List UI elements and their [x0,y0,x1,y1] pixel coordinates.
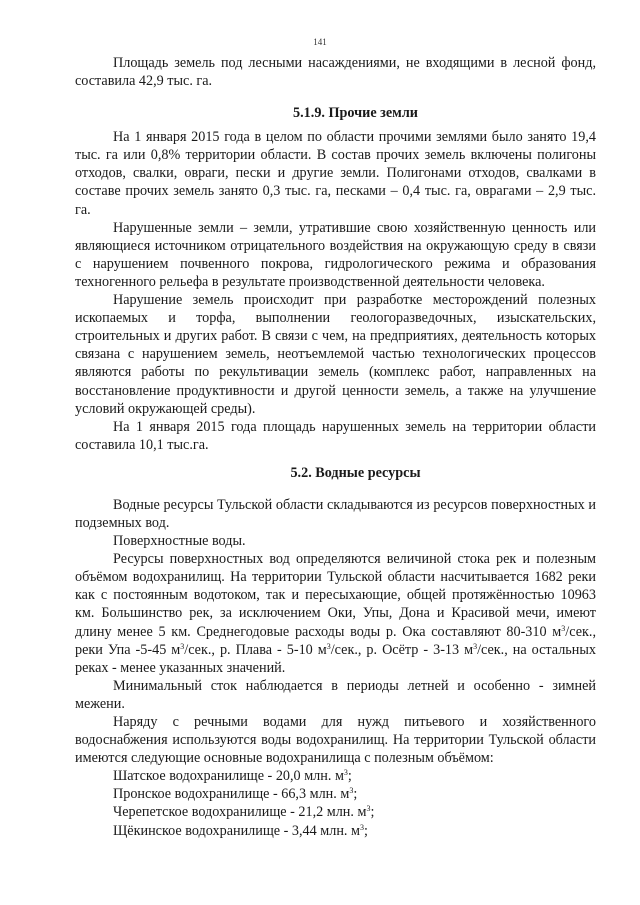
paragraph-disturbed-lands-area: На 1 января 2015 года площадь нарушенных земель на территории области составила 10,1 тыс.га. [75,418,596,453]
superscript: 3 [326,641,331,651]
superscript: 3 [360,822,364,832]
paragraph-water-resources-intro: Водные ресурсы Тульской области складываются из ресурсов поверхностных и подземных вод. [75,496,596,531]
text-span: Ресурсы поверхностных вод определяются величиной стока рек и полезным объёмом водохранилищ. На территории Тульской области насчитывается 1682 реки как с постоянным водотоком, так и пересыхающие, общей протяжённостью 10963 км. Большинство рек, за исключением Оки, Упы, Дона и Красивой мечи, имеют длину менее 5 км. Среднегодовые расходы воды р. Ока составляют 80-310 м [75,551,596,640]
superscript: 3 [349,786,354,796]
reservoir-end: ; [347,768,352,785]
list-item-reservoir [75,785,596,803]
paragraph-reservoirs-intro: Наряду с речными водами для нужд питьевого и хозяйственного водоснабжения используются воды водохранилищ. На территории Тульской области имеются следующие основные водохранилища с полезным объёмом: [75,714,596,767]
reservoir-end: ; [353,786,358,803]
text-span: /сек., р. Осётр - 3-13 м [330,641,474,658]
superscript: 3 [343,768,348,778]
paragraph-disturbed-lands-definition: Нарушенные земли – земли, утратившие свою хозяйственную ценность или являющиеся источником отрицательного воздействия на окружающую среду в связи с нарушением почвенного покрова, гидрологического режима и образования техногенного рельефа в результате производственной деятельности человека. [75,219,596,290]
reservoir-text: Черепетское водохранилище - 21,2 млн. м [113,804,367,821]
page-number: 141 [313,37,327,47]
superscript: 3 [561,623,566,633]
list-item-reservoir [75,822,596,840]
superscript: 3 [473,641,478,651]
reservoir-end: ; [364,822,368,839]
page-content [75,54,596,840]
heading-water-resources: 5.2. Водные ресурсы [290,464,421,481]
list-item-reservoir [75,803,596,821]
paragraph-disturbed-lands-causes: Нарушение земель происходит при разработке месторождений полезных ископаемых и торфа, выполнении геологоразведочных, изыскательских, строительных и других работ. В связи с чем, на предприятиях, деятельность которых связана с нарушением земель, неотъемлемой частью технологических процессов являются работы по рекультивации земель (комплекс работ, направленных на восстановление продуктивности и другой ценности земель, а также на улучшение условий окружающей среды). [75,292,596,417]
superscript: 3 [180,641,185,651]
reservoir-text: Пронское водохранилище - 66,3 млн. м [113,786,350,803]
heading-other-lands: 5.1.9. Прочие земли [293,105,418,122]
text-span: /сек., р. Плава - 5-10 м [184,641,327,658]
text-span: /сек., реки Упа -5-45 м [75,623,596,658]
paragraph-other-lands-area: На 1 января 2015 года в целом по области прочими землями было занято 19,4 тыс. га или 0,8% территории области. В состав прочих земель включены полигоны отходов, свалки, овраги, пески и другие земли. Полигонами отходов, свалками в составе прочих земель занято 0,3 тыс. га, песками – 0,4 тыс. га, оврагами – 2,9 тыс. га. [75,129,596,218]
paragraph-minimum-flow: Минимальный сток наблюдается в периоды летней и особенно - зимней межени. [75,677,596,712]
paragraph-forest-land: Площадь земель под лесными насаждениями, не входящими в лесной фонд, составила 42,9 тыс. га. [75,55,596,90]
text-span: /сек., на остальных реках - менее указанных значений. [75,641,596,676]
reservoir-text: Щёкинское водохранилище - 3,44 млн. м [113,822,360,839]
superscript: 3 [366,804,371,814]
paragraph-surface-waters-label: Поверхностные воды. [113,533,246,550]
reservoir-text: Шатское водохранилище - 20,0 млн. м [113,768,344,785]
paragraph-surface-waters-detail [75,550,596,677]
list-item-reservoir [75,767,596,785]
reservoir-end: ; [370,804,375,821]
